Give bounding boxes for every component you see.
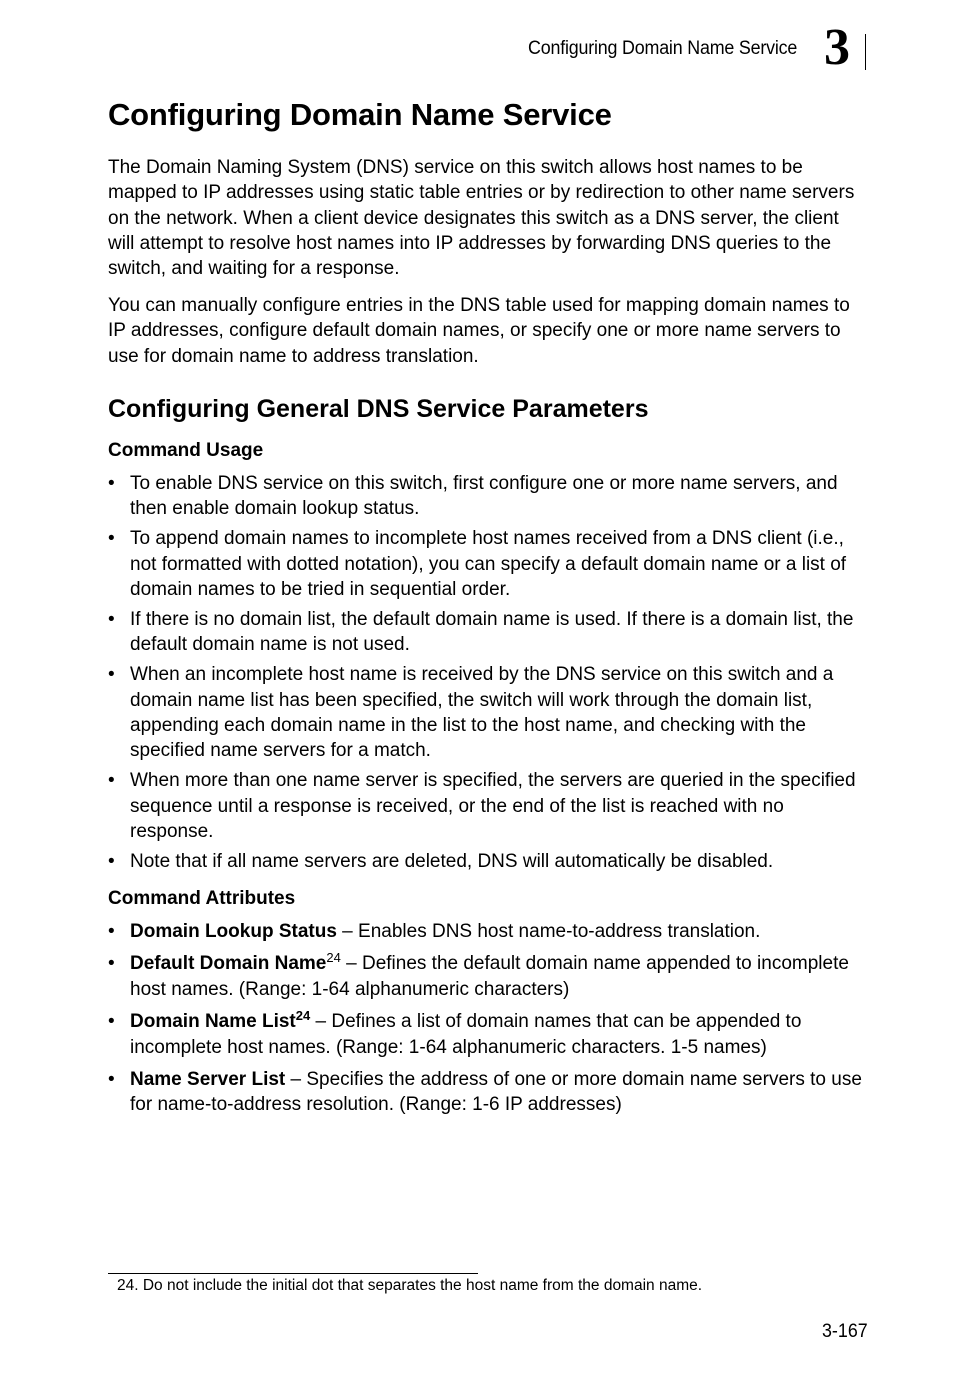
- footnote-ref[interactable]: 24: [295, 1007, 311, 1023]
- footnote: 24. Do not include the initial dot that separates the host name from the domain name.: [117, 1277, 703, 1294]
- command-usage-heading: Command Usage: [108, 440, 264, 461]
- attribute-term: Domain Lookup Status: [130, 921, 337, 942]
- list-item: • Note that if all name servers are deleted, DNS will automatically be disabled.: [108, 851, 774, 873]
- list-item: • If there is no domain list, the default domain name is used. If there is a domain list, the default domain name is not used.: [108, 609, 854, 656]
- page-number: 3-167: [822, 1321, 868, 1342]
- list-item: • To append domain names to incomplete host names received from a DNS client (i.e., not formatted with dotted notation), you can specify a default domain name or a list of domain names to be tried in sequential order.: [108, 528, 847, 600]
- footnote-divider: [108, 1273, 478, 1274]
- attribute-desc: – Defines the default domain name appended to incomplete host names. (Range: 1-64 alphanumeric characters): [130, 952, 849, 1001]
- command-attributes-heading: Command Attributes: [108, 888, 296, 909]
- attribute-desc: – Enables DNS host name-to-address translation.: [336, 921, 761, 942]
- attribute-term: Name Server List: [130, 1068, 286, 1090]
- intro-paragraph-1: The Domain Naming System (DNS) service on this switch allows host names to be mapped to IP addresses using static table entries or by redirection to other name servers on the network. When a client device designates this switch as a DNS server, the client will attempt to resolve host names into IP addresses by forwarding DNS queries to the switch, and waiting for a response.: [108, 157, 855, 280]
- list-item: • To enable DNS service on this switch, first configure one or more name servers, and then enable domain lookup status.: [108, 473, 838, 520]
- attribute-desc: – Specifies the address of one or more domain name servers to use for name-to-address resolution. (Range: 1-6 IP addresses): [130, 1068, 862, 1116]
- footnote-ref[interactable]: 24: [326, 949, 341, 965]
- list-item-text: To enable DNS service on this switch, first configure one or more name servers, and then enable domain lookup status.: [130, 473, 838, 520]
- list-item-text: If there is no domain list, the default domain name is used. If there is a domain list, the default domain name is not used.: [130, 609, 854, 656]
- list-item-text: When more than one name server is specified, the servers are queried in the specified sequence until a response is received, or the end of the list is reached with no response.: [130, 770, 856, 843]
- list-item: • When more than one name server is specified, the servers are queried in the specified sequence until a response is received, or the end of the list is reached with no response.: [108, 770, 856, 843]
- page-title: Configuring Domain Name Service: [108, 97, 612, 132]
- list-item-text: To append domain names to incomplete host names received from a DNS client (i.e., not formatted with dotted notation), you can specify a default domain name or a list of domain names to be tried in sequential order.: [130, 528, 847, 600]
- attribute-term: Default Domain Name: [130, 952, 327, 974]
- attribute-desc: – Defines a list of domain names that can be appended to incomplete host names. (Range: 1-64 alphanumeric characters. 1-5 names): [130, 1010, 802, 1059]
- list-item-text: When an incomplete host name is received by the DNS service on this switch and a domain name list has been specified, the switch will work through the domain list, appending each domain name in the list to the host name, and checking with the specified name servers for a match.: [130, 664, 834, 762]
- list-item: • Domain Name List$^{24}$ – Defines a list of domain names that can be appended to incomplete host names. (Range: 1-64 alphanumeric characters. 1-5 names): [108, 1007, 802, 1059]
- intro-paragraph-2: You can manually configure entries in the DNS table used for mapping domain names to IP addresses, configure default domain names, or specify one or more name servers to use for domain name to address translation.: [108, 295, 850, 367]
- list-item: • Domain Lookup Status – Enables DNS host name-to-address translation.: [108, 921, 761, 942]
- section-title: Configuring General DNS Service Parameters: [108, 395, 649, 423]
- list-item: • Name Server List – Specifies the address of one or more domain name servers to use for name-to-address resolution. (Range: 1-6 IP addresses): [108, 1068, 862, 1116]
- command-usage-list: [108, 471, 868, 879]
- command-attributes-list: [108, 919, 868, 1124]
- attribute-term: Domain Name List: [130, 1010, 296, 1032]
- list-item-text: Note that if all name servers are deleted, DNS will automatically be disabled.: [130, 851, 774, 873]
- chapter-number: 3: [824, 19, 850, 76]
- list-item: • Default Domain Name$^{24}$ – Defines the default domain name appended to incomplete host names. (Range: 1-64 alphanumeric characters): [108, 949, 849, 1001]
- running-header: Configuring Domain Name Service: [528, 38, 798, 59]
- list-item: • When an incomplete host name is received by the DNS service on this switch and a domain name list has been specified, the switch will work through the domain list, appending each domain name in the list to the host name, and checking with the specified name servers for a match.: [108, 664, 834, 762]
- chapter-divider: [865, 34, 866, 70]
